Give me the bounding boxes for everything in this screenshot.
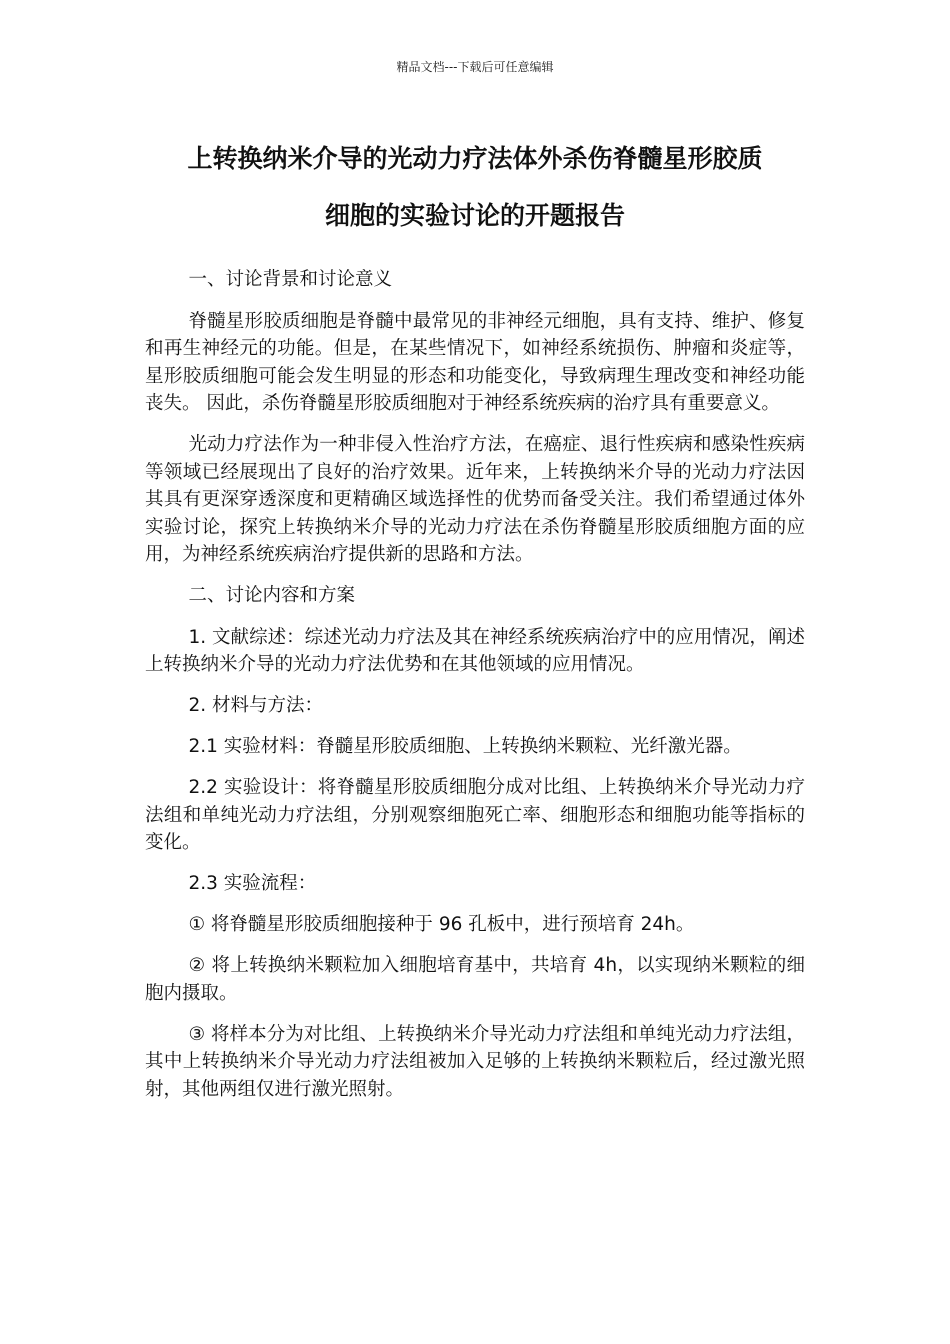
paragraph-design: 2.2 实验设计：将脊髓星形胶质细胞分成对比组、上转换纳米介导光动力疗法组和单纯光动力疗法组，分别观察细胞死亡率、细胞形态和细胞功能等指标的变化。 <box>145 777 805 853</box>
section-heading-background: 一、讨论背景和讨论意义 <box>188 269 392 290</box>
paragraph-significance: 光动力疗法作为一种非侵入性治疗方法，在癌症、退行性疾病和感染性疾病等领域已经展现出了良好的治疗效果。近年来，上转换纳米介导的光动力疗法因其具有更深穿透深度和更精确区域选择性的优势而备受关注。我们希望通过体外实验讨论，探究上转换纳米介导的光动力疗法在杀伤脊髓星形胶质细胞方面的应用，为神经系统疾病治疗提供新的思路和方法。 <box>145 434 805 565</box>
procedure-step-1: ① 将脊髓星形胶质细胞接种于 96 孔板中，进行预培育 24h。 <box>188 914 695 935</box>
section-heading-content: 二、讨论内容和方案 <box>188 585 355 606</box>
paragraph-literature-review: 1. 文献综述：综述光动力疗法及其在神经系统疾病治疗中的应用情况，阐述上转换纳米介导的光动力疗法优势和在其他领域的应用情况。 <box>145 626 805 675</box>
paragraph-background: 脊髓星形胶质细胞是脊髓中最常见的非神经元细胞，具有支持、维护、修复和再生神经元的功能。但是，在某些情况下，如神经系统损伤、肿瘤和炎症等，星形胶质细胞可能会发生明显的形态和功能变化，导致病理生理改变和神经功能丧失。 因此，杀伤脊髓星形胶质细胞对于神经系统疾病的治疗具有重要意义。 <box>145 310 805 414</box>
title-line-1: 上转换纳米介导的光动力疗法体外杀伤脊髓星形胶质 <box>187 144 763 173</box>
paragraph-procedure: 2.3 实验流程： <box>188 873 317 894</box>
page-header-note: 精品文档---下载后可任意编辑 <box>396 60 554 74</box>
procedure-step-2: ② 将上转换纳米颗粒加入细胞培育基中，共培育 4h，以实现纳米颗粒的细胞内摄取。 <box>145 955 805 1004</box>
paragraph-materials: 2.1 实验材料：脊髓星形胶质细胞、上转换纳米颗粒、光纤激光器。 <box>188 736 742 757</box>
paragraph-materials-methods: 2. 材料与方法： <box>188 695 324 716</box>
title-line-2: 细胞的实验讨论的开题报告 <box>324 201 625 230</box>
document-title <box>143 130 807 244</box>
procedure-step-3: ③ 将样本分为对比组、上转换纳米介导光动力疗法组和单纯光动力疗法组，其中上转换纳米介导光动力疗法组被加入足够的上转换纳米颗粒后，经过激光照射，其他两组仅进行激光照射。 <box>145 1023 805 1100</box>
document-body <box>145 266 805 1117</box>
